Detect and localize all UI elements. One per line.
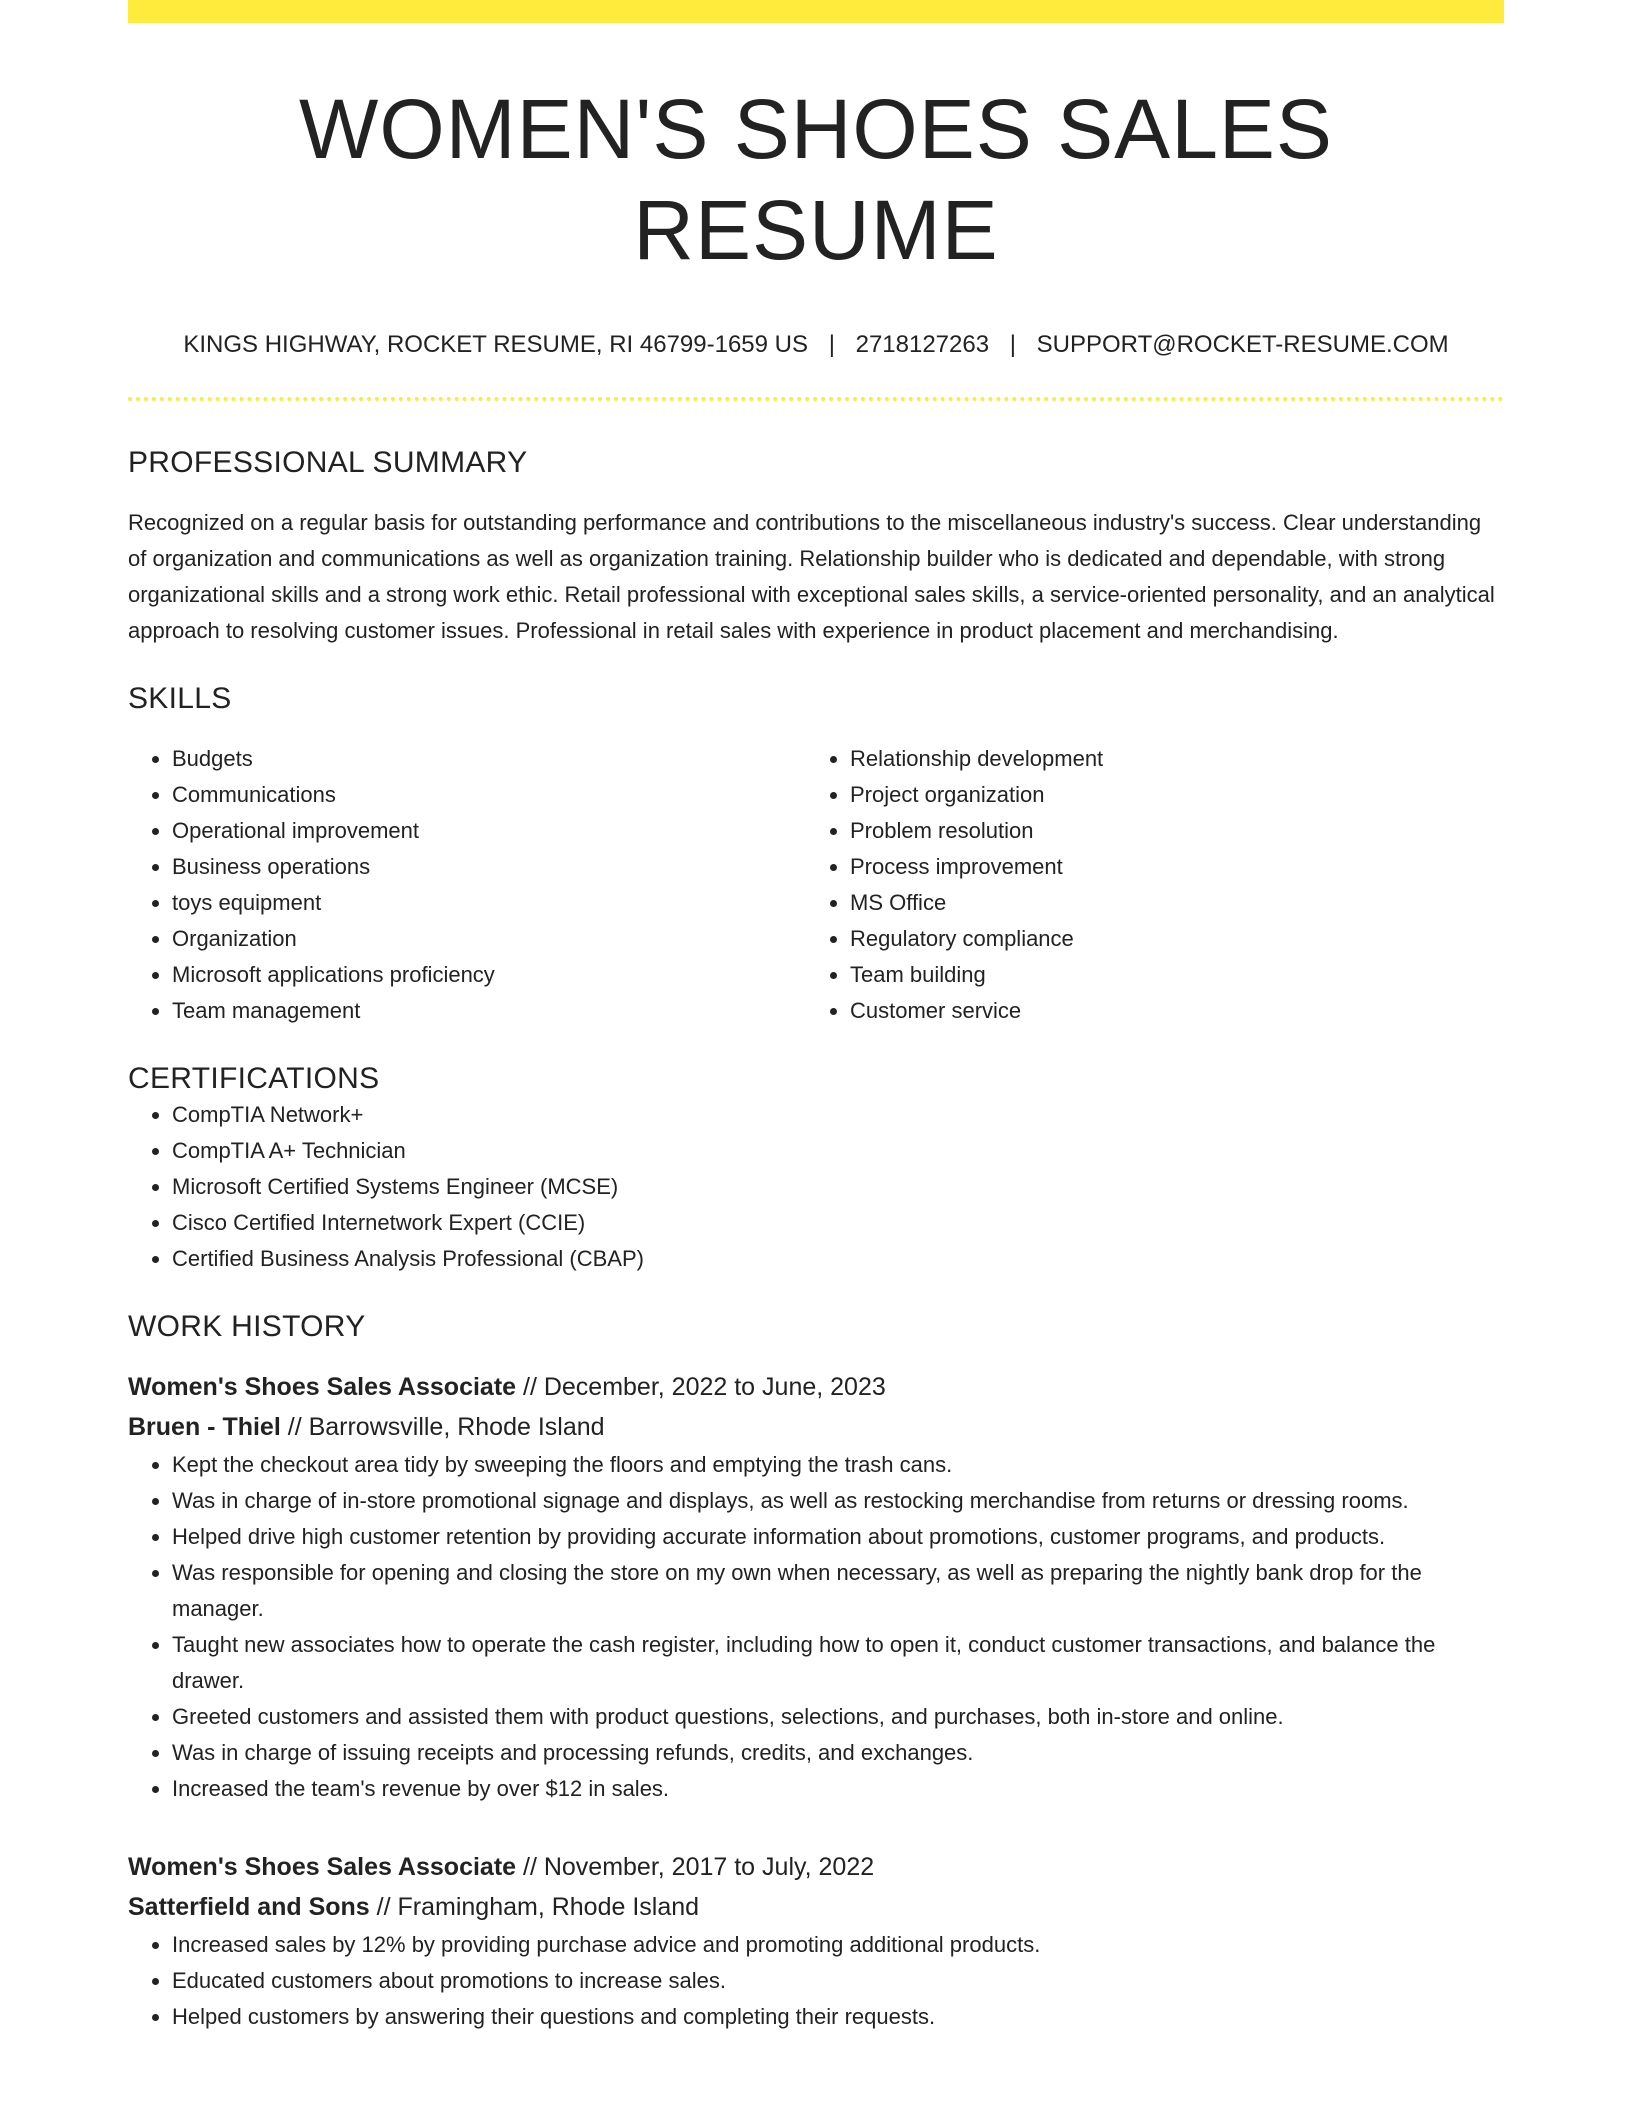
job-bullet: • Greeted customers and assisted them with product questions, selections, and purchases, both in-store and online. — [172, 1699, 1504, 1735]
contact-address: KINGS HIGHWAY, ROCKET RESUME, RI 46799-1659 US — [183, 330, 809, 358]
job-entry — [128, 1367, 1504, 1807]
certification-item: • Cisco Certified Internetwork Expert (CCIE) — [172, 1205, 1504, 1241]
certification-item: • CompTIA A+ Technician — [172, 1133, 1504, 1169]
contact-phone: 2718127263 — [855, 330, 990, 358]
job-dates: // December, 2022 to June, 2023 — [516, 1373, 886, 1402]
job-bullet-list — [128, 1927, 1504, 2035]
job-bullet: • Taught new associates how to operate the cash register, including how to open it, conduct customer transactions, and balance the drawer. — [172, 1627, 1504, 1699]
skills-heading: SKILLS — [128, 682, 232, 716]
skill-item: • Problem resolution — [850, 813, 1484, 849]
job-bullet: • Helped drive high customer retention by providing accurate information about promotions, customer programs, and products. — [172, 1519, 1504, 1555]
skills-list-right — [806, 741, 1484, 1029]
certifications-heading: CERTIFICATIONS — [128, 1062, 380, 1096]
contact-separator: | — [828, 330, 835, 358]
skill-item: • Business operations — [172, 849, 806, 885]
summary-text: Recognized on a regular basis for outstanding performance and contributions to the miscellaneous industry's success. Clear understanding of organization and communications as well as organization training. Relationship builder who is dedicated and dependable, with strong organizational skills and a strong work ethic. Retail professional with exceptional sales skills, a service-oriented personality, and an analytical approach to resolving customer issues. Professional in retail sales with experience in product placement and merchandising. — [128, 510, 1495, 644]
skill-item: • toys equipment — [172, 885, 806, 921]
skills-columns — [128, 741, 1504, 1029]
job-bullet: • Was responsible for opening and closing the store on my own when necessary, as well as preparing the nightly bank drop for the manager. — [172, 1555, 1504, 1627]
skills-column-right — [806, 741, 1484, 1029]
skill-item: • Customer service — [850, 993, 1484, 1029]
job-dates: // November, 2017 to July, 2022 — [516, 1853, 875, 1882]
contact-line — [128, 331, 1504, 360]
job-entry — [128, 1847, 1504, 2035]
contact-separator: | — [1009, 330, 1016, 358]
job-bullet: • Kept the checkout area tidy by sweeping the floors and emptying the trash cans. — [172, 1447, 1504, 1483]
job-bullet: • Educated customers about promotions to increase sales. — [172, 1963, 1504, 1999]
skill-item: • Project organization — [850, 777, 1484, 813]
skill-item: • Microsoft applications proficiency — [172, 957, 806, 993]
job-location: // Barrowsville, Rhode Island — [280, 1413, 605, 1442]
skill-item: • Relationship development — [850, 741, 1484, 777]
certification-item: • CompTIA Network+ — [172, 1097, 1504, 1133]
job-title-line — [128, 1367, 1504, 1407]
job-bullet: • Helped customers by answering their questions and completing their requests. — [172, 1999, 1504, 2035]
skill-item: • Regulatory compliance — [850, 921, 1484, 957]
header-divider — [128, 397, 1504, 401]
certification-item: • Certified Business Analysis Professional (CBAP) — [172, 1241, 1504, 1277]
job-bullet: • Increased sales by 12% by providing purchase advice and promoting additional products. — [172, 1927, 1504, 1963]
work-history-section — [128, 1309, 1504, 2035]
job-company-line — [128, 1407, 1504, 1447]
work-history-heading: WORK HISTORY — [128, 1310, 366, 1344]
job-bullet: • Was in charge of issuing receipts and processing refunds, credits, and exchanges. — [172, 1735, 1504, 1771]
job-location: // Framingham, Rhode Island — [369, 1893, 700, 1922]
job-title-line — [128, 1847, 1504, 1887]
job-company: Satterfield and Sons — [128, 1893, 370, 1922]
contact-email: SUPPORT@ROCKET-RESUME.COM — [1036, 330, 1449, 358]
job-title: Women's Shoes Sales Associate — [128, 1373, 517, 1402]
job-bullet: • Was in charge of in-store promotional signage and displays, as well as restocking merchandise from returns or dressing rooms. — [172, 1483, 1504, 1519]
skill-item: • Process improvement — [850, 849, 1484, 885]
job-title: Women's Shoes Sales Associate — [128, 1853, 517, 1882]
skill-item: • Team building — [850, 957, 1484, 993]
job-bullet: • Increased the team's revenue by over $12 in sales. — [172, 1771, 1504, 1807]
skill-item: • Budgets — [172, 741, 806, 777]
jobs-container — [128, 1367, 1504, 2035]
skill-item: • MS Office — [850, 885, 1484, 921]
certifications-list — [128, 1097, 1504, 1277]
job-company-line — [128, 1887, 1504, 1927]
certifications-section — [128, 1061, 1504, 1277]
summary-section — [128, 445, 1504, 649]
skill-item: • Communications — [172, 777, 806, 813]
skills-column-left — [128, 741, 806, 1029]
skills-section — [128, 681, 1504, 1029]
skill-item: • Team management — [172, 993, 806, 1029]
skill-item: • Organization — [172, 921, 806, 957]
resume-title: WOMEN'S SHOES SALES RESUME — [299, 82, 1333, 277]
job-company: Bruen - Thiel — [128, 1413, 281, 1442]
summary-heading: PROFESSIONAL SUMMARY — [128, 446, 528, 480]
resume-page — [128, 0, 1504, 2035]
job-bullet-list — [128, 1447, 1504, 1807]
skills-list-left — [128, 741, 806, 1029]
top-accent-bar — [128, 0, 1504, 23]
certification-item: • Microsoft Certified Systems Engineer (MCSE) — [172, 1169, 1504, 1205]
skill-item: • Operational improvement — [172, 813, 806, 849]
